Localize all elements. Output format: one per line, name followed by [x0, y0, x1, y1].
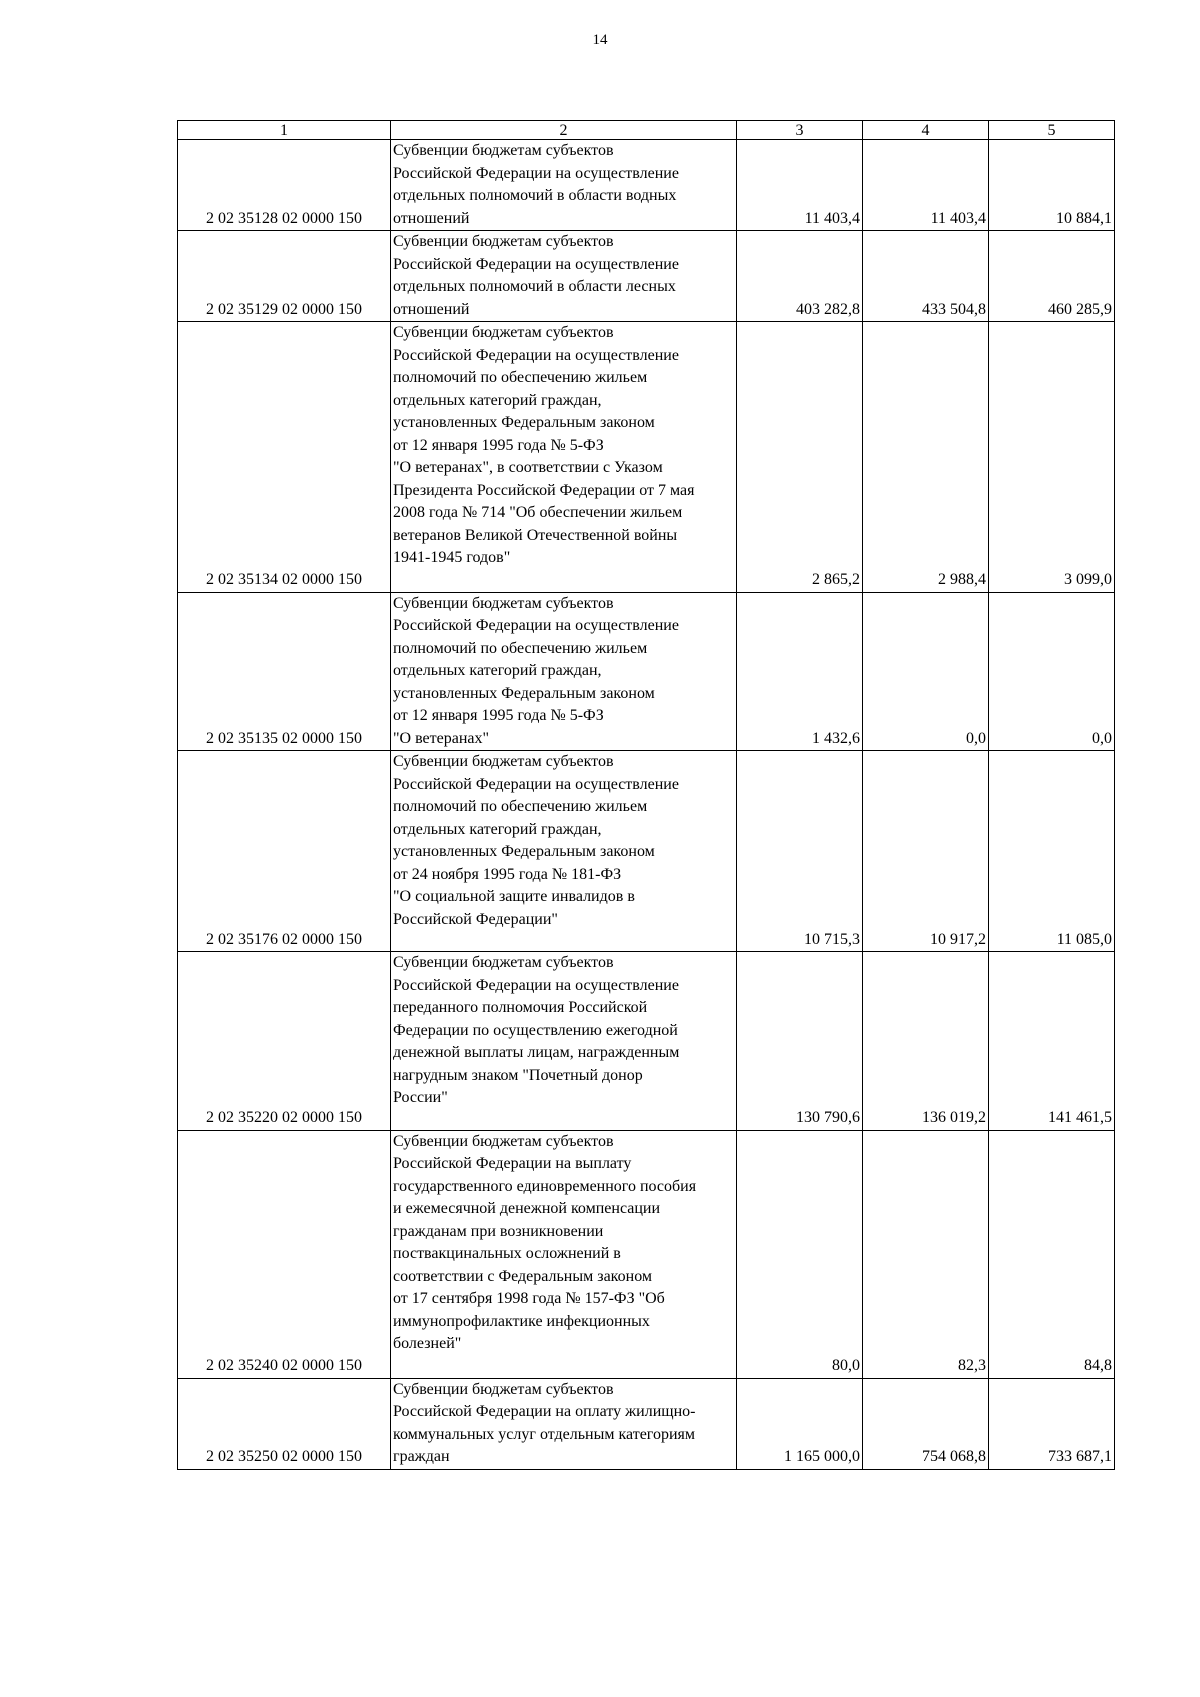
value-col-3: 1 432,6: [737, 592, 863, 751]
table-row: [178, 322, 1115, 593]
budget-code: 2 02 35250 02 0000 150: [178, 1378, 391, 1469]
value-col-4: 11 403,4: [863, 140, 989, 231]
value-col-4: 2 988,4: [863, 322, 989, 593]
value-col-4: 136 019,2: [863, 952, 989, 1131]
column-header-3: 3: [737, 121, 863, 140]
budget-code: 2 02 35220 02 0000 150: [178, 952, 391, 1131]
budget-code: 2 02 35240 02 0000 150: [178, 1130, 391, 1378]
value-col-3: 2 865,2: [737, 322, 863, 593]
value-col-5: 84,8: [989, 1130, 1115, 1378]
budget-code: 2 02 35128 02 0000 150: [178, 140, 391, 231]
table-row: [178, 231, 1115, 322]
value-col-4: 0,0: [863, 592, 989, 751]
column-header-5: 5: [989, 121, 1115, 140]
column-header-4: 4: [863, 121, 989, 140]
value-col-3: 10 715,3: [737, 751, 863, 952]
value-col-5: 733 687,1: [989, 1378, 1115, 1469]
value-col-5: 0,0: [989, 592, 1115, 751]
value-col-5: 3 099,0: [989, 322, 1115, 593]
subventions-table: [177, 120, 1115, 1470]
table-row: [178, 952, 1115, 1131]
table-row: [178, 1378, 1115, 1469]
row-description: Субвенции бюджетам субъектов Российской Федерации на осуществление отдельных полномочий в области лесных отношений: [391, 231, 737, 322]
row-description: Субвенции бюджетам субъектов Российской Федерации на осуществление полномочий по обеспечению жильем отдельных категорий граждан, установленных Федеральным законом от 24 ноября 1995 года № 181-ФЗ "О социальной защите инвалидов в Российской Федерации": [391, 751, 737, 952]
page-number: 14: [592, 32, 608, 48]
value-col-4: 433 504,8: [863, 231, 989, 322]
row-description: Субвенции бюджетам субъектов Российской Федерации на осуществление полномочий по обеспечению жильем отдельных категорий граждан, установленных Федеральным законом от 12 января 1995 года № 5-ФЗ "О ветеранах", в соответствии с Указом Президента Российской Федерации от 7 мая 2008 года № 714 "Об обеспечении жильем ветеранов Великой Отечественной войны 1941-1945 годов": [391, 322, 737, 593]
value-col-3: 1 165 000,0: [737, 1378, 863, 1469]
column-header-2: 2: [391, 121, 737, 140]
value-col-5: 141 461,5: [989, 952, 1115, 1131]
value-col-4: 82,3: [863, 1130, 989, 1378]
value-col-3: 403 282,8: [737, 231, 863, 322]
budget-code: 2 02 35135 02 0000 150: [178, 592, 391, 751]
table-header-row: [178, 121, 1115, 140]
value-col-3: 11 403,4: [737, 140, 863, 231]
value-col-5: 11 085,0: [989, 751, 1115, 952]
row-description: Субвенции бюджетам субъектов Российской Федерации на оплату жилищно- коммунальных услуг отдельным категориям граждан: [391, 1378, 737, 1469]
table-row: [178, 140, 1115, 231]
value-col-3: 130 790,6: [737, 952, 863, 1131]
table-row: [178, 592, 1115, 751]
value-col-5: 10 884,1: [989, 140, 1115, 231]
value-col-4: 10 917,2: [863, 751, 989, 952]
value-col-3: 80,0: [737, 1130, 863, 1378]
row-description: Субвенции бюджетам субъектов Российской Федерации на осуществление полномочий по обеспечению жильем отдельных категорий граждан, установленных Федеральным законом от 12 января 1995 года № 5-ФЗ "О ветеранах": [391, 592, 737, 751]
value-col-5: 460 285,9: [989, 231, 1115, 322]
budget-code: 2 02 35176 02 0000 150: [178, 751, 391, 952]
row-description: Субвенции бюджетам субъектов Российской Федерации на осуществление переданного полномочия Российской Федерации по осуществлению ежегодной денежной выплаты лицам, награжденным нагрудным знаком "Почетный донор России": [391, 952, 737, 1131]
row-description: Субвенции бюджетам субъектов Российской Федерации на осуществление отдельных полномочий в области водных отношений: [391, 140, 737, 231]
row-description: Субвенции бюджетам субъектов Российской Федерации на выплату государственного единовременного пособия и ежемесячной денежной компенсации гражданам при возникновении поствакцинальных осложнений в соответствии с Федеральным законом от 17 сентября 1998 года № 157-ФЗ "Об иммунопрофилактике инфекционных болезней": [391, 1130, 737, 1378]
budget-code: 2 02 35134 02 0000 150: [178, 322, 391, 593]
column-header-1: 1: [178, 121, 391, 140]
budget-code: 2 02 35129 02 0000 150: [178, 231, 391, 322]
value-col-4: 754 068,8: [863, 1378, 989, 1469]
table-row: [178, 751, 1115, 952]
table-row: [178, 1130, 1115, 1378]
